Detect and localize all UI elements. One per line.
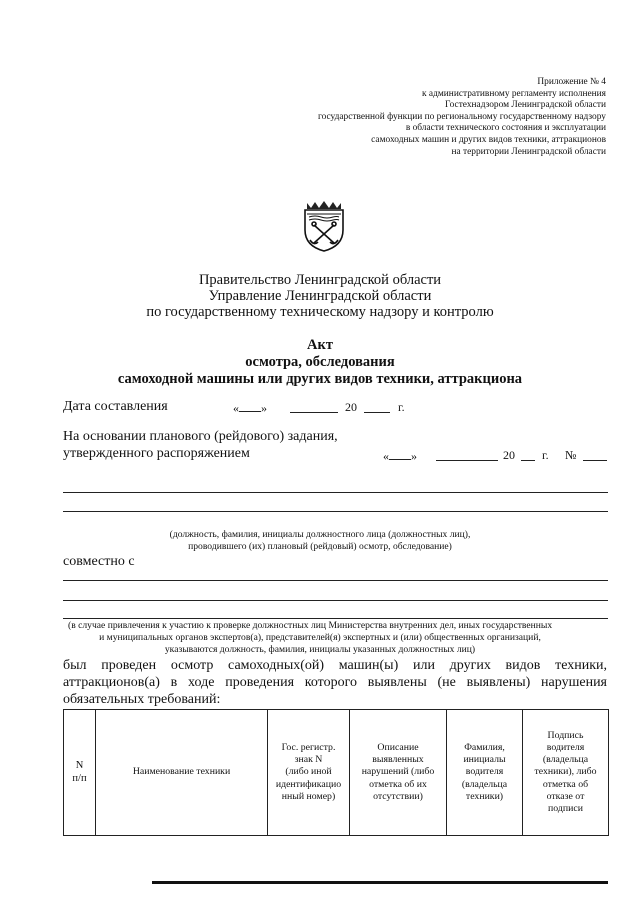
appendix-line: Приложение № 4: [537, 77, 606, 87]
official-line[interactable]: [63, 492, 608, 493]
coat-of-arms-icon: [303, 200, 345, 252]
jointly-label: совместно с: [63, 554, 135, 569]
appendix-line: к административному регламенту исполнения: [422, 88, 606, 99]
order-month-blank[interactable]: [436, 449, 498, 461]
header-equipment-name: Наименование техники: [96, 710, 268, 836]
act-title: Акт: [307, 337, 333, 353]
close-quote: »: [411, 449, 417, 463]
year-prefix: 20: [345, 400, 357, 414]
basis-line: утвержденного распоряжением: [63, 446, 250, 461]
close-quote: »: [261, 401, 267, 415]
order-year-blank[interactable]: [521, 449, 535, 461]
order-year-suffix: г.: [542, 448, 549, 462]
appendix-line: самоходных машин и других видов техники, аттракционов: [371, 134, 606, 145]
organization-line: Правительство Ленинградской области: [198, 272, 442, 288]
year-suffix: г.: [398, 400, 405, 414]
inspection-table: [63, 709, 609, 836]
table-header-row: [64, 710, 609, 836]
participants-line[interactable]: [63, 580, 608, 581]
number-sign: №: [565, 448, 577, 462]
statement-line: аттракционов(а) в ходе проведения которого выявлены (не выявлены) нарушения: [63, 675, 607, 690]
order-number-blank[interactable]: [583, 449, 607, 461]
header-registration-number: Гос. регистр. знак N (либо иной идентификацио нный номер): [268, 710, 350, 836]
order-year-prefix: 20: [503, 448, 515, 462]
official-note: (должность, фамилия, инициалы должностного лица (должностных лиц),: [169, 529, 471, 540]
participants-note: (в случае привлечения к участию к проверке должностных лиц Министерства внутренних дел, иных государственных: [68, 620, 553, 631]
statement-paragraph: [63, 657, 607, 708]
year-blank[interactable]: [364, 401, 390, 413]
official-note: проводившего (их) плановый (рейдовый) осмотр, обследование): [188, 541, 452, 552]
participants-note: и муниципальных органов экспертов(а), представителей(я) экспертных и (или) общественных организаций,: [99, 632, 541, 643]
header-driver-signature: Подпись водителя (владельца техники), либо отметка об отказе от подписи: [523, 710, 609, 836]
participants-line[interactable]: [63, 618, 608, 619]
act-title-line: самоходной машины или других видов техники, аттракциона: [117, 371, 523, 387]
appendix-line: в области технического состояния и эксплуатации: [405, 123, 606, 134]
open-quote: «: [383, 449, 389, 463]
header-number: N п/п: [64, 710, 96, 836]
appendix-header: [246, 77, 606, 158]
header-violations: Описание выявленных нарушений (либо отметка об их отсутствии): [350, 710, 447, 836]
date-field[interactable]: [233, 400, 267, 416]
appendix-line: на территории Ленинградской области: [451, 146, 606, 157]
participants-note: указываются должность, фамилия, инициалы указанных должностных лиц): [164, 644, 476, 655]
open-quote: «: [233, 401, 239, 415]
participants-line[interactable]: [63, 600, 608, 601]
month-blank[interactable]: [290, 401, 338, 413]
appendix-line: Гостехнадзором Ленинградской области: [445, 100, 606, 111]
statement-line: обязательных требований:: [63, 692, 221, 707]
date-label: Дата составления: [63, 399, 168, 414]
statement-line: был проведен осмотр самоходных(ой) машин(ы) или других видов техники,: [63, 658, 607, 673]
organization-line: Управление Ленинградской области: [208, 288, 432, 304]
header-driver-name: Фамилия, инициалы водителя (владельца техники): [447, 710, 523, 836]
order-date-field[interactable]: [383, 448, 417, 464]
official-line[interactable]: [63, 511, 608, 512]
organization-line: по государственному техническому надзору и контролю: [146, 304, 494, 320]
page-bottom-bar: [152, 881, 608, 884]
basis-line: На основании планового (рейдового) задания,: [63, 429, 338, 444]
act-title-line: осмотра, обследования: [245, 354, 395, 370]
appendix-line: государственной функции по региональному государственному надзору: [317, 111, 606, 122]
